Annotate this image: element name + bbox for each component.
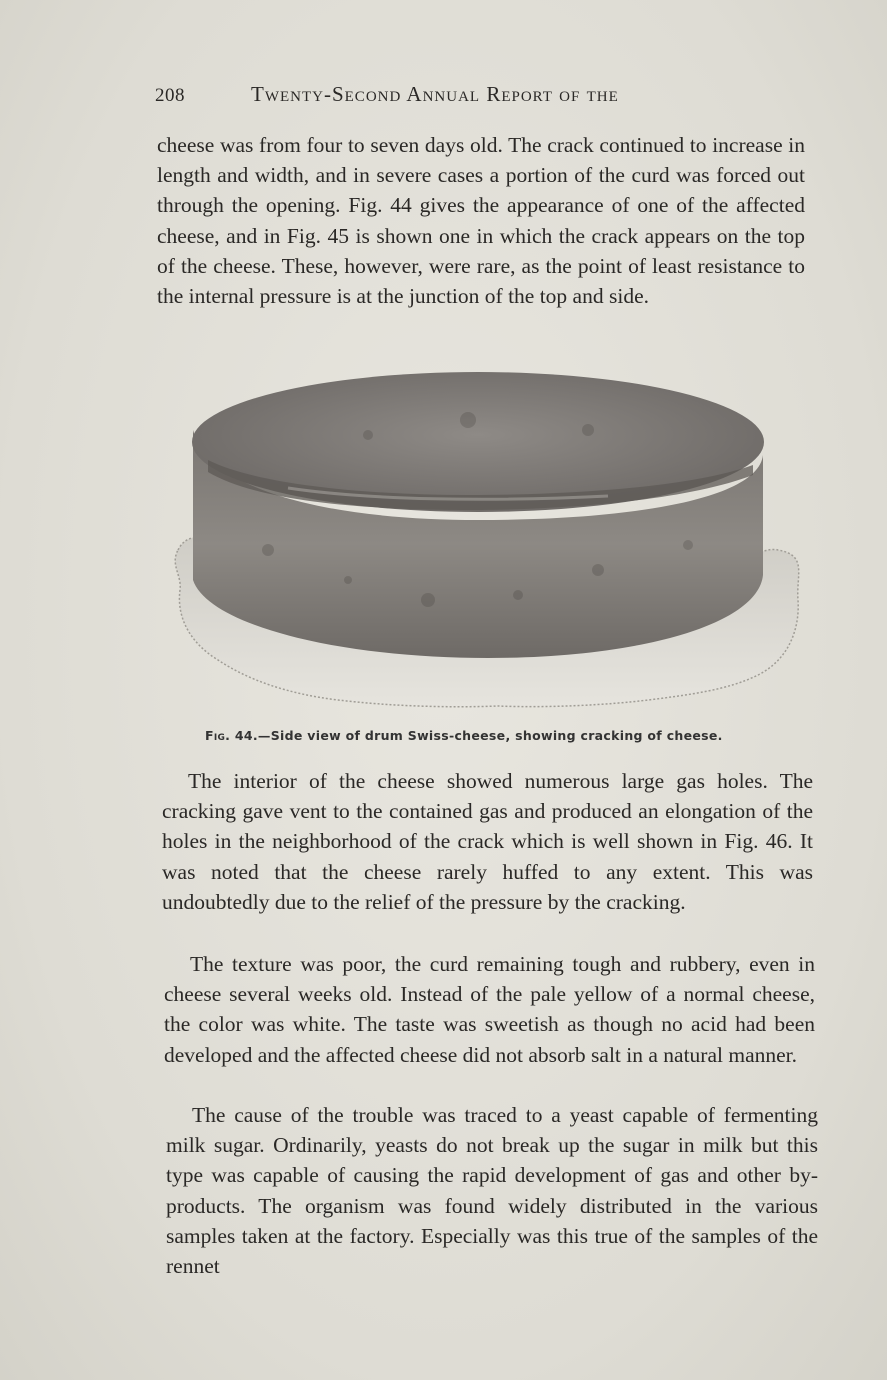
running-title: Twenty-Second Annual Report of the bbox=[251, 82, 619, 106]
cheese-illustration bbox=[168, 360, 808, 710]
figure-label: Fig. 44. bbox=[205, 728, 258, 743]
paragraph-2: The interior of the cheese showed numerous large gas holes. The cracking gave vent to the contained gas and produced an elongation of the holes in the neighborhood of the crack which is well shown in Fig. 46. It was noted that the cheese rarely huffed to any extent. This was undoubtedly due to the relief of the pressure by the cracking. bbox=[162, 769, 813, 914]
figure-caption bbox=[205, 728, 775, 743]
page-header bbox=[155, 82, 815, 107]
paragraph-1: cheese was from four to seven days old. The crack continued to increase in length and width, and in severe cases a portion of the curd was forced out through the opening. Fig. 44 gives the appearance of one of the affected cheese, and in Fig. 45 is shown one in which the crack appears on the top of the cheese. These, however, were rare, as the point of least resistance to the internal pressure is at the junction of the top and side. bbox=[157, 133, 805, 309]
paragraph-3: The texture was poor, the curd remaining tough and rubbery, even in cheese several weeks old. Instead of the pale yellow of a normal cheese, the color was white. The taste was sweetish as though no acid had been developed and the affected cheese did not absorb salt in a natural manner. bbox=[164, 952, 815, 1067]
paragraph-4: The cause of the trouble was traced to a yeast capable of fermenting milk sugar. Ordinarily, yeasts do not break up the sugar in milk but this type was capable of causing the rapid development of gas and other by-products. The organism was found widely distributed in the various samples taken at the factory. Especially was this true of the samples of the rennet bbox=[166, 1103, 818, 1279]
figure-caption-text: —Side view of drum Swiss-cheese, showing cracking of cheese. bbox=[257, 728, 723, 743]
page-number: 208 bbox=[155, 85, 185, 106]
figure-44-cheese-photo bbox=[168, 360, 808, 710]
